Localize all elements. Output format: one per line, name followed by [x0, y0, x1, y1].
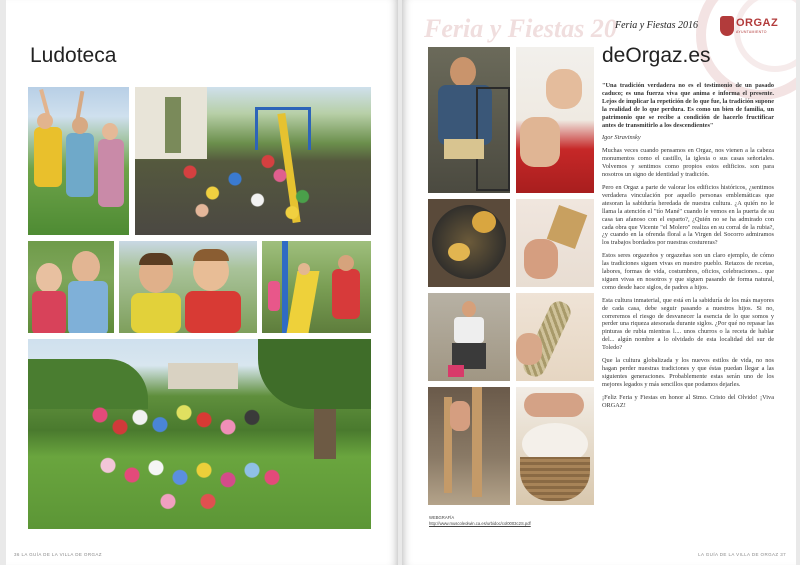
photo-hands-dough-basket [516, 387, 594, 505]
photo-group-on-playground [135, 87, 371, 235]
paragraph-1: Muchas veces cuando pensamos en Orgaz, nos vienen a la cabeza monumentos como el castillo, la iglesia o sus casas señoriales. Volvemos y sentimos como propios estos edificios. son para nosotros un signo de identidad y tradición. [602, 147, 774, 179]
photo-large-group-park [28, 339, 371, 529]
shield-icon [720, 16, 734, 36]
article-body [602, 82, 774, 415]
paragraph-4: Esta cultura inmaterial, que está en la sabiduría de los más mayores de cada casa, debe seguir pasando a nuestros hijos. Si no, correremos el riesgo de desvanecer la esencia de lo que somos y perder una riqueza atesorada durante siglos. ¿Por qué no repasar las pinturas de rubia mientras l.... unos churros o la receta de hablar del... algún nombre a lo olvidado de esta localidad del sur de Toledo? [602, 296, 774, 352]
photo-boy-and-girl [28, 241, 114, 333]
right-folio: LA GUÍA DE LA VILLA DE ORGAZ 37 [698, 552, 786, 557]
caption-label: WEBGRAFÍA [429, 515, 455, 520]
paragraph-6: ¡Feliz Feria y Fiestas en honor al Stmo. Cristo del Olvido! ¡Viva ORGAZ! [602, 393, 774, 409]
photo-hands-embroidering [516, 47, 594, 193]
header-label: Feria y Fiestas 2016 [615, 20, 699, 31]
photo-braided-esparto [516, 293, 594, 381]
right-page [402, 0, 796, 565]
page-title-ludoteca: Ludoteca [30, 44, 117, 67]
quote-author: Igor Stravinsky [602, 134, 641, 142]
photo-two-boys [119, 241, 257, 333]
photo-hand-broom [516, 199, 594, 287]
logo-subtitle: AYUNTAMIENTO [736, 30, 767, 34]
left-page [6, 0, 398, 565]
photo-frying-pan [428, 199, 510, 287]
header-watermark: Feria y Fiestas 20 [424, 14, 617, 43]
photo-seated-elderly-man [428, 293, 510, 381]
paragraph-2: Pero en Orgaz a parte de valorar los edificios históricos, ¿sentimos verdadera vinculación por aquello personas emblemáticas que atesoran la sabiduría heredada de nuestra cultura. ¿A quién no le llama la atención el "tío Mané" cuando le vemos en la puerta de su casa tan afanoso con el esparto?, ¿Quién no se ha admirado con cada obra que Vicente "el Molero" realiza en su corral de la rubia?, ¿y cuando en la ofrenda floral a la Virgen del Socorro admiramos los trabajos bordados por nuestras costureras? [602, 183, 774, 247]
paragraph-5: Que la cultura globalizada y los nuevos estilos de vida, no nos hagan perder nuestras tradiciones y que éstas puedan llegar a las siguientes generaciones. Probablemente estas serán uno de los mejores legados y más sencillos que podamos dejarles. [602, 357, 774, 388]
orgaz-logo [720, 16, 779, 40]
page-title-deorgaz: deOrgaz.es [602, 44, 711, 67]
photo-children-cheering [28, 87, 129, 235]
left-folio: 36 LA GUÍA DE LA VILLA DE ORGAZ [14, 552, 102, 557]
photo-man-weaving-esparto [428, 47, 510, 193]
photo-kids-on-slide [262, 241, 371, 333]
caption-url[interactable]: http://www.muscoleolwin.ca.es/urbidoc/col0003c2S.pdf [429, 521, 531, 526]
paragraph-3: Estos seres orgazeños y orgazeñas son un claro ejemplo, de cómo las tradiciones siguen vivas en nuestro pueblo. Retazos de recetas, labores, formas de vida, costumbres, oficios, celebraciones... que siguen vivas en nosotros y que siguen pasando de forma natural, como desde hace siglos, de padres a hijos. [602, 252, 774, 291]
logo-name: ORGAZ [736, 17, 779, 29]
article-quote: "Una tradición verdadera no es el testimonio de un pasado caduco; es una fuerza viva que anima e informa el presente. Lejos de implicar la repetición de lo que fue, la tradición supone la realidad de lo que perdura. Es como un bien de familia, un patrimonio que se recibe a condición de hacerlo fructificar antes de transmitirlo a los descendientes" [602, 82, 774, 129]
webgrafia-caption [429, 515, 619, 527]
photo-legs-wooden-sticks [428, 387, 510, 505]
